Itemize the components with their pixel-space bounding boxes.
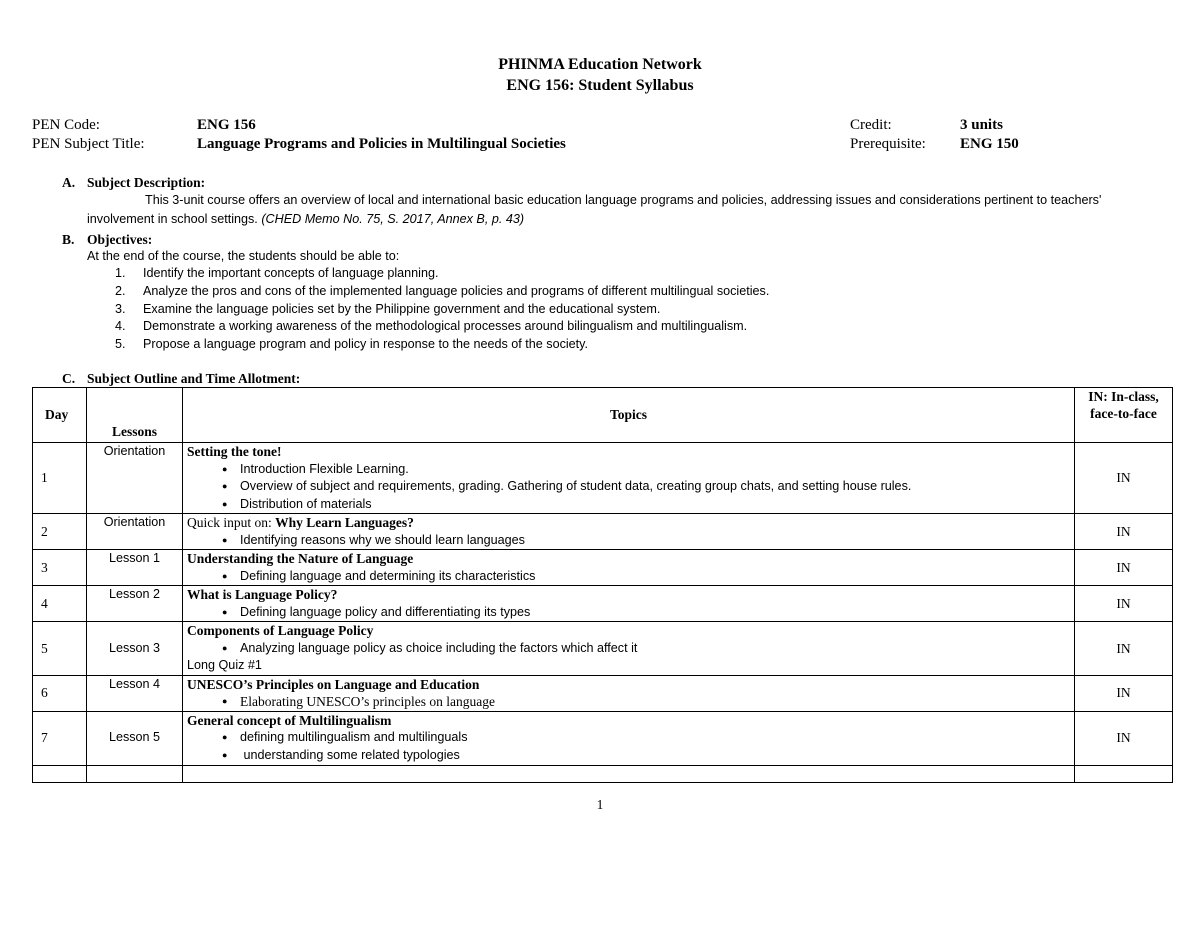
objectives-intro: At the end of the course, the students should be able to:: [87, 249, 400, 263]
description-citation: (CHED Memo No. 75, S. 2017, Annex B, p. 43): [261, 212, 525, 226]
section-b-title: Objectives:: [87, 232, 153, 247]
topic-title-prefix: Quick input on:: [187, 515, 276, 530]
column-header-lessons: Lessons: [87, 388, 183, 443]
pen-code-label: PEN Code:: [32, 117, 100, 133]
objective-text: Demonstrate a working awareness of the methodological processes around bilingualism and multilingualism.: [143, 319, 748, 333]
topic-bullet: ● Distribution of materials: [187, 496, 1070, 514]
topic-bullet: ● Introduction Flexible Learning.: [187, 461, 1070, 479]
topics-cell: [183, 443, 1075, 514]
topic-bullet: ● Identifying reasons why we should learn languages: [187, 532, 1070, 550]
topic-title: General concept of Multilingualism: [187, 712, 392, 728]
mode-header-line1: IN: In-class,: [1088, 389, 1159, 404]
objective-text: Examine the language policies set by the Philippine government and the educational system.: [143, 302, 661, 316]
day-cell: 2: [33, 514, 87, 550]
mode-cell: IN: [1075, 514, 1173, 550]
empty-cell: [1075, 765, 1173, 782]
column-header-day: Day: [33, 388, 87, 443]
lesson-cell: Lesson 3: [87, 622, 183, 676]
objective-item: [115, 266, 438, 280]
table-row-empty: [33, 765, 1173, 782]
objective-number: 3.: [115, 302, 126, 316]
day-cell: 5: [33, 622, 87, 676]
column-header-mode: [1075, 388, 1173, 443]
mode-header-line2: face-to-face: [1090, 406, 1157, 421]
topic-bullet: ● Analyzing language policy as choice including the factors which affect it: [187, 640, 1070, 658]
topics-cell: [183, 514, 1075, 550]
column-header-topics: Topics: [183, 388, 1075, 443]
objective-text: Analyze the pros and cons of the implemented language policies and programs of different multilingual societies.: [143, 284, 770, 298]
objective-item: [115, 319, 747, 333]
section-c-title: Subject Outline and Time Allotment:: [87, 371, 301, 386]
topic-title: Why Learn Languages?: [275, 515, 414, 530]
mode-cell: IN: [1075, 550, 1173, 586]
topics-cell: [183, 711, 1075, 765]
topics-cell: [183, 675, 1075, 711]
lesson-cell: Orientation: [87, 514, 183, 550]
table-row: [33, 711, 1173, 765]
topic-bullet: ● Elaborating UNESCO’s principles on language: [187, 693, 1070, 711]
topic-bullet: ● Defining language policy and differentiating its types: [187, 604, 1070, 622]
subject-outline-table: [32, 387, 1173, 783]
subject-description: [87, 191, 1157, 229]
mode-cell: IN: [1075, 622, 1173, 676]
lesson-cell: Lesson 5: [87, 711, 183, 765]
objective-number: 5.: [115, 337, 126, 351]
document-title: PHINMA Education Network: [498, 56, 702, 73]
page-number: 1: [596, 797, 604, 812]
description-text: This 3-unit course offers an overview of local and international basic education language programs and policies, addressing issues and considerations pertinent to teachers' involvement in school settings.: [87, 193, 1102, 226]
lesson-cell: Lesson 4: [87, 675, 183, 711]
empty-cell: [87, 765, 183, 782]
lesson-cell: Lesson 1: [87, 550, 183, 586]
prerequisite-value: ENG 150: [960, 136, 1019, 152]
credit-value: 3 units: [960, 117, 1003, 133]
section-a-title: Subject Description:: [87, 175, 206, 190]
topics-cell: [183, 622, 1075, 676]
topic-extra: Long Quiz #1: [187, 658, 262, 672]
day-cell: 6: [33, 675, 87, 711]
day-cell: 1: [33, 443, 87, 514]
topic-bullet: ● Defining language and determining its characteristics: [187, 568, 1070, 586]
day-cell: 7: [33, 711, 87, 765]
lesson-cell: Orientation: [87, 443, 183, 514]
day-cell: 3: [33, 550, 87, 586]
table-row: [33, 586, 1173, 622]
table-row: [33, 550, 1173, 586]
table-row: [33, 443, 1173, 514]
table-header-row: [33, 388, 1173, 443]
mode-cell: IN: [1075, 443, 1173, 514]
document-subtitle: ENG 156: Student Syllabus: [506, 77, 694, 94]
topic-bullet: ● defining multilingualism and multilinguals: [187, 729, 1070, 747]
mode-cell: IN: [1075, 586, 1173, 622]
subject-title-value: Language Programs and Policies in Multilingual Societies: [197, 136, 566, 152]
topic-title: Components of Language Policy: [187, 623, 374, 638]
objective-item: [115, 284, 769, 298]
topics-cell: [183, 550, 1075, 586]
topic-bullet: ● understanding some related typologies: [187, 747, 1070, 765]
topic-title-line: [187, 514, 1070, 532]
objective-text: Identify the important concepts of language planning.: [143, 266, 439, 280]
mode-cell: IN: [1075, 711, 1173, 765]
mode-cell: IN: [1075, 675, 1173, 711]
topics-cell: [183, 586, 1075, 622]
topic-title: Setting the tone!: [187, 444, 282, 459]
prerequisite-label: Prerequisite:: [850, 136, 926, 152]
topic-bullet: ● Overview of subject and requirements, grading. Gathering of student data, creating group chats, and setting house rules.: [187, 478, 1070, 496]
table-row: [33, 514, 1173, 550]
subject-title-label: PEN Subject Title:: [32, 136, 145, 152]
objective-item: [115, 302, 660, 316]
topic-title: UNESCO’s Principles on Language and Education: [187, 676, 480, 692]
credit-label: Credit:: [850, 117, 892, 133]
empty-cell: [183, 765, 1075, 782]
objective-number: 1.: [115, 266, 126, 280]
table-row: [33, 675, 1173, 711]
objective-number: 2.: [115, 284, 126, 298]
objective-number: 4.: [115, 319, 126, 333]
section-a-letter: A.: [62, 175, 76, 190]
pen-code-value: ENG 156: [197, 117, 256, 133]
empty-cell: [33, 765, 87, 782]
table-row: [33, 622, 1173, 676]
day-cell: 4: [33, 586, 87, 622]
objective-text: Propose a language program and policy in response to the needs of the society.: [143, 337, 589, 351]
section-c-letter: C.: [62, 371, 76, 386]
objective-item: [115, 337, 588, 351]
section-b-letter: B.: [62, 232, 75, 247]
topic-title: What is Language Policy?: [187, 587, 338, 602]
lesson-cell: Lesson 2: [87, 586, 183, 622]
topic-title: Understanding the Nature of Language: [187, 551, 414, 566]
